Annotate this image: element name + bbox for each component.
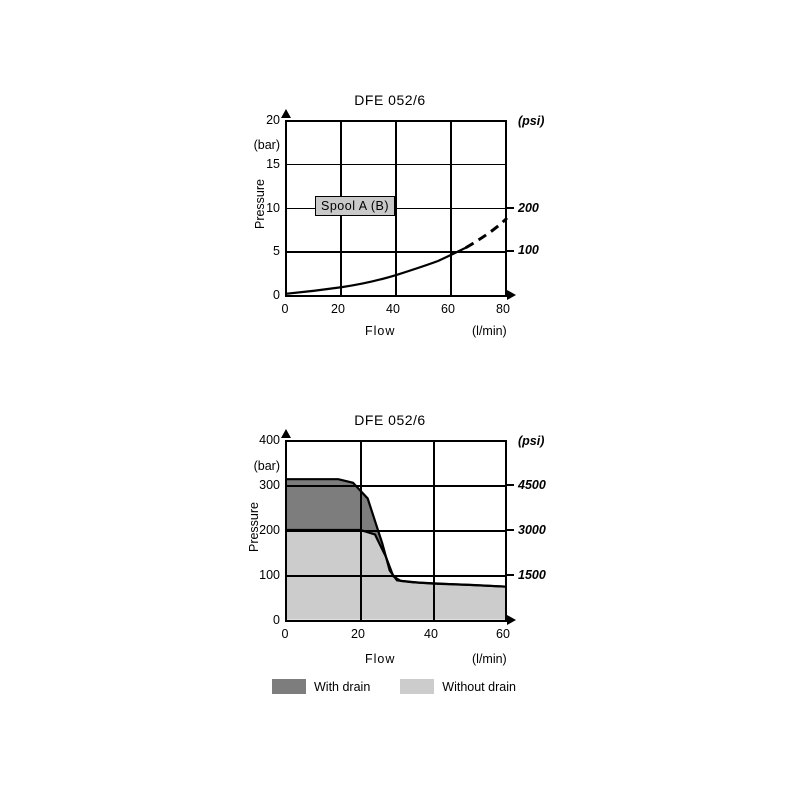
ytick-100: 100: [259, 568, 280, 582]
legend-swatch-without-drain: [400, 679, 434, 694]
annotation-spool-a-b: Spool A (B): [315, 196, 395, 216]
legend-label-without-drain: Without drain: [442, 679, 516, 694]
y-axis-label-bottom: Pressure: [247, 501, 261, 553]
xtick-20b: 20: [351, 627, 365, 641]
y2tick-100: 100: [518, 243, 539, 257]
x-axis-arrow-bottom: [507, 615, 516, 625]
chart-bottom-title: DFE 052/6: [354, 412, 426, 428]
gridline-h-100: [287, 575, 507, 577]
chart-bottom: [230, 412, 550, 692]
ytick-400: 400: [259, 433, 280, 447]
y-axis-label: Pressure: [253, 178, 267, 230]
y-axis-arrow-bottom: [281, 429, 291, 438]
tick-mark-right-200: [505, 207, 514, 209]
ytick-300: 300: [259, 478, 280, 492]
y2tick-4500: 4500: [518, 478, 546, 492]
legend-item-without-drain: [400, 679, 516, 694]
xtick-20: 20: [331, 302, 345, 316]
xtick-60: 60: [441, 302, 455, 316]
chart-top-title: DFE 052/6: [354, 92, 426, 108]
ytick-15: 15: [266, 156, 280, 171]
legend-item-with-drain: [272, 679, 370, 694]
tick-mark-right-4500: [505, 484, 514, 486]
tick-mark-right-1500: [505, 574, 514, 576]
x-unit-lmin-bottom: (l/min): [472, 652, 507, 666]
y2-unit-psi-bottom: (psi): [518, 434, 545, 448]
xtick-40b: 40: [424, 627, 438, 641]
gridline-h-300: [287, 485, 507, 487]
y2tick-3000: 3000: [518, 523, 546, 537]
x-axis-label-bottom: Flow: [365, 652, 396, 666]
y-unit-bar: (bar): [253, 138, 280, 152]
tick-mark-right-100: [505, 250, 514, 252]
ytick-0b: 0: [273, 613, 280, 627]
ytick-0: 0: [273, 288, 280, 302]
gridline-h-400: [287, 440, 507, 442]
xtick-80: 80: [496, 302, 510, 316]
y-unit-bar-bottom: (bar): [253, 459, 280, 473]
legend-swatch-with-drain: [272, 679, 306, 694]
legend-label-with-drain: With drain: [314, 679, 371, 694]
ytick-10: 10: [266, 200, 280, 215]
xtick-0: 0: [281, 302, 289, 316]
x-axis-arrow-top: [507, 290, 516, 300]
y-axis-arrow-top: [281, 109, 291, 118]
y2-unit-psi: (psi): [518, 114, 545, 128]
xtick-40: 40: [386, 302, 400, 316]
ytick-5: 5: [273, 244, 280, 259]
y2tick-1500: 1500: [518, 568, 546, 582]
ytick-20: 20: [266, 113, 280, 127]
chart-bottom-plot-area: [285, 440, 507, 622]
chart-top: [230, 92, 550, 352]
y2tick-200: 200: [518, 200, 539, 215]
xtick-60b: 60: [496, 627, 510, 641]
x-unit-lmin: (l/min): [472, 324, 507, 338]
tick-mark-right-3000: [505, 529, 514, 531]
gridline-h-200: [287, 530, 507, 532]
ytick-200: 200: [259, 523, 280, 537]
x-axis-label: Flow: [365, 324, 396, 338]
xtick-0b: 0: [281, 627, 289, 641]
chart-top-plot-area: [285, 120, 507, 297]
legend: [272, 679, 516, 694]
